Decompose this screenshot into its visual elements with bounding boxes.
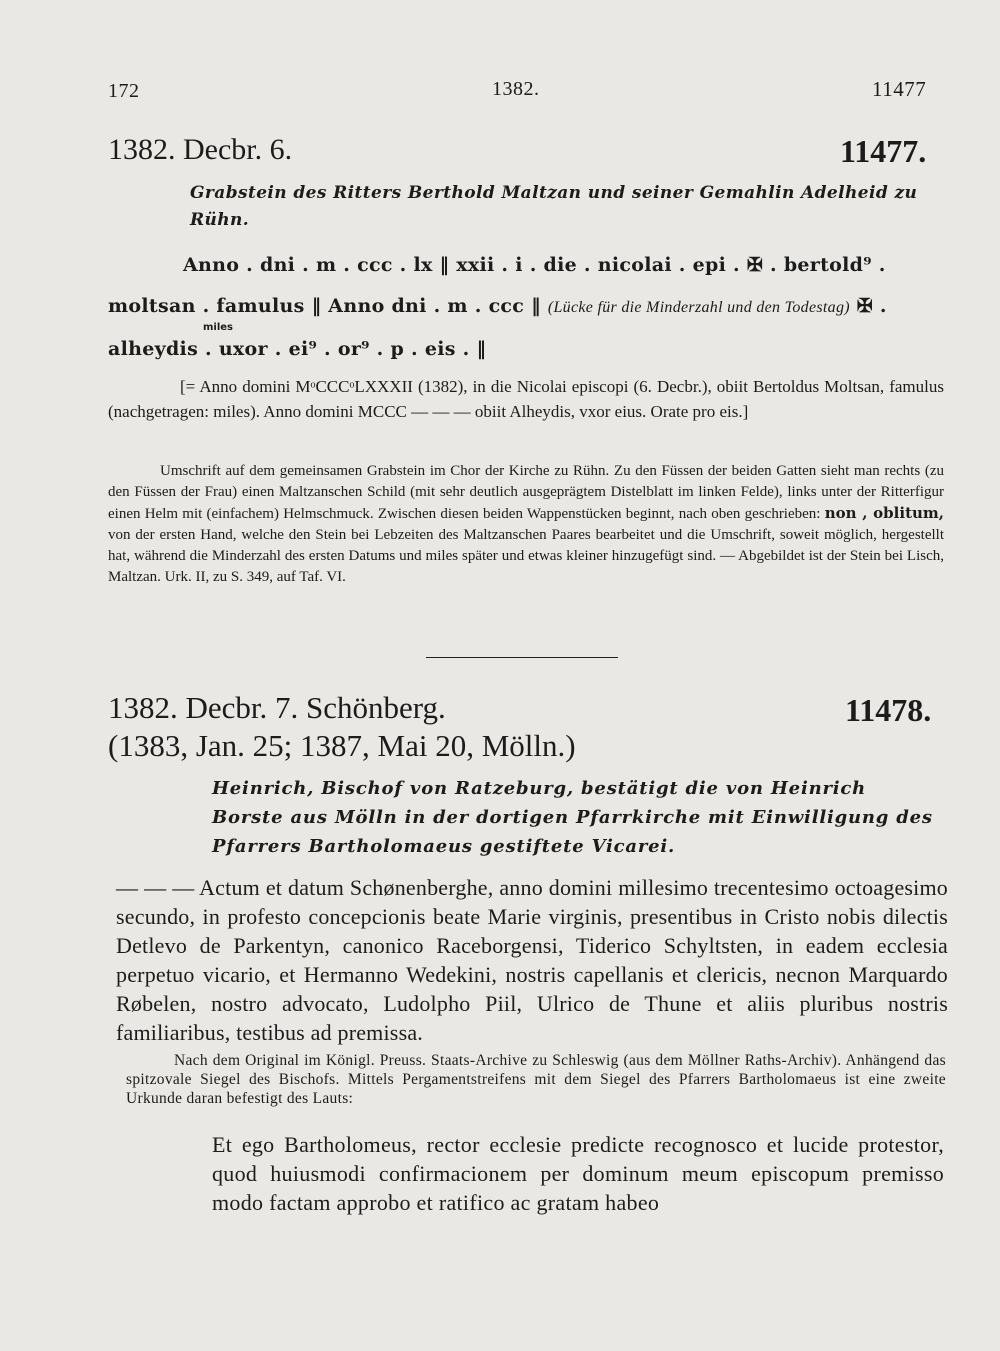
- entry2-text-second: Et ego Bartholomeus, rector ecclesie predicte recognosco et lucide protestor, quod huiusmodi confirmacionem per dominum meum episcopum premisso modo factam approbo et ratifico ac gratam habeo: [212, 1132, 944, 1215]
- commentary-note: [108, 461, 944, 588]
- entry-number: 11477.: [840, 133, 927, 169]
- entry2-text: — — — Actum et datum Schønenberghe, anno domini millesimo trecentesimo octoagesimo secundo, in profesto concepcionis beate Marie virginis, presentibus in Cristo nobis dilectis Detlevo de Parkentyn, canonico Raceborgensi, Tiderico Schyltsten, in eadem ecclesia perpetuo vicario, et Hermanno Wedekini, nostris capellanis et clericis, necnon Marquardo Røbelen, nostro advocato, Ludolpho Piil, Ulrico de Thune et aliis pluribus nostris familiaribus, testibus ad premissa.: [116, 875, 948, 1045]
- source-note: Nach dem Original im Königl. Preuss. Staats-Archive zu Schleswig (aus dem Möllner Raths-Archiv). Anhängend das spitzovale Siegel des Bischofs. Mittels Pergamentstreifens mit dem Siegel des Pfarrers Bartholomaeus ist eine zweite Urkunde daran befestigt des Lauts:: [126, 1052, 946, 1107]
- section-divider: [426, 657, 618, 658]
- entry-title: Grabstein des Ritters Berthold Maltzan und seiner Gemahlin Adelheid zu Rühn.: [190, 183, 918, 230]
- commentary-note-end: von der ersten Hand, welche den Stein bei Lebzeiten des Maltzanschen Paares bearbeitet und die Umschrift, soweit möglich, hergestellt hat, während die Minderzahl des ersten Datums und miles später und etwas kleiner hinzugefügt sind. — Abgebildet ist der Stein bei Lisch, Maltzan. Urk. II, zu S. 349, auf Taf. VI.: [108, 527, 944, 585]
- inscription-gap-note: (Lücke für die Minderzahl und den Todestag): [547, 299, 850, 316]
- running-head-doc-number: 11477: [872, 77, 927, 101]
- entry2-title: Heinrich, Bischof von Ratzeburg, bestätigt die von Heinrich Borste aus Mölln in der dortigen Pfarrkirche mit Einwilligung des Pfarrers Bartholomaeus gestiftete Vicarei.: [212, 778, 933, 857]
- inscription-line-1: Anno . dni . m . ccc . lx ‖ xxii . i . die . nicolai . epi . ✠ . bertold⁹ .: [183, 254, 886, 276]
- inscription-line-3: alheydis . uxor . ei⁹ . or⁹ . p . eis . ‖: [108, 338, 487, 360]
- inscription-miles: miles: [203, 322, 234, 333]
- running-head-year: 1382.: [492, 78, 540, 100]
- page-number: 172: [108, 80, 140, 102]
- commentary-gothic-phrase: non , oblitum,: [824, 504, 944, 522]
- inscription-line-2-start: moltsan . famulus ‖ Anno dni . m . ccc ‖: [108, 295, 541, 317]
- entry2-alt-dates: (1383, Jan. 25; 1387, Mai 20, Mölln.): [108, 728, 576, 763]
- entry2-date: 1382. Decbr. 7. Schönberg.: [108, 690, 446, 725]
- entry2-number: 11478.: [845, 692, 932, 728]
- entry-date: 1382. Decbr. 6.: [108, 133, 293, 166]
- transcription: [= Anno domini MᵒCCCᵒLXXXII (1382), in die Nicolai episcopi (6. Decbr.), obiit Bertoldus Moltsan, famulus (nachgetragen: miles). Anno domini MCCC — — — obiit Alheydis, vxor eius. Orate pro eis.]: [108, 377, 944, 421]
- inscription-line-2: [108, 295, 887, 317]
- commentary-note-start: Umschrift auf dem gemeinsamen Grabstein im Chor der Kirche zu Rühn. Zu den Füssen der beiden Gatten sieht man rechts (zu den Füssen der Frau) einen Maltzanschen Schild (mit sehr deutlich ausgeprägtem Distelblatt im linken Felde), links unter der Ritterfigur einen Helm mit (einfachem) Helmschmuck. Zwischen diesen beiden Wappenstücken beginnt, nach oben geschrieben:: [108, 463, 944, 522]
- inscription-line-2-end: ✠ .: [856, 295, 887, 317]
